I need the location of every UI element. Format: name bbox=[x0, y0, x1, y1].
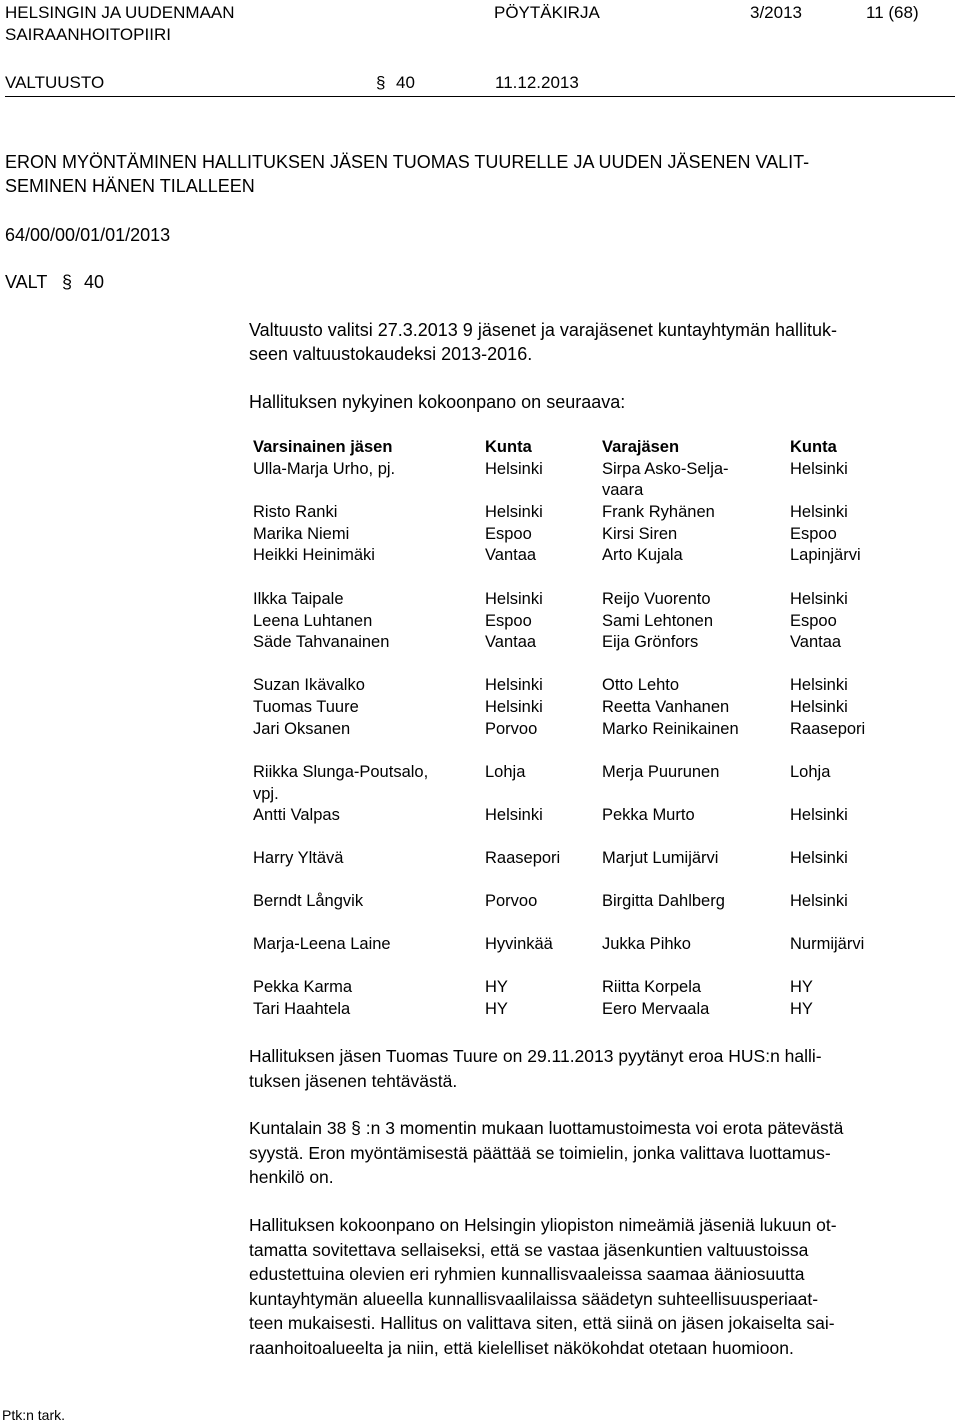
deputy-municipality: Vantaa bbox=[790, 633, 842, 651]
title-line2: SEMINEN HÄNEN TILALLEEN bbox=[5, 176, 255, 196]
text-line: edustettuina olevien eri ryhmien kunnallisvaaleissa saamaa ääniosuutta bbox=[249, 1264, 805, 1284]
text-line: teen mukaisesti. Hallitus on valittava siten, että siinä on jäsen jokaiselta sai- bbox=[249, 1313, 835, 1333]
section-number: 40 bbox=[396, 73, 415, 92]
deputy-name: Riitta Korpela bbox=[602, 978, 702, 996]
member-name: Marja-Leena Laine bbox=[253, 935, 391, 953]
deputy-name: Sami Lehtonen bbox=[602, 612, 713, 630]
member-municipality: Porvoo bbox=[485, 720, 538, 738]
intro-line1: Valtuusto valitsi 27.3.2013 9 jäsenet ja varajäsenet kuntayhtymän hallituk- bbox=[249, 320, 838, 340]
header-member: Varsinainen jäsen bbox=[253, 438, 393, 456]
body-name: VALTUUSTO bbox=[5, 73, 105, 92]
member-name: Harry Yltävä bbox=[253, 849, 344, 867]
member-name: Tuomas Tuure bbox=[253, 698, 359, 716]
member-municipality: Porvoo bbox=[485, 892, 538, 910]
deputy-name: Merja Puurunen bbox=[602, 763, 720, 781]
member-name: Antti Valpas bbox=[253, 806, 340, 824]
section-ref-label: VALT bbox=[5, 272, 48, 292]
deputy-municipality: Helsinki bbox=[790, 806, 848, 824]
text-line: kuntayhtymän alueella kunnallisvaalilaissa säädetyn suhteellisuusperiaat- bbox=[249, 1288, 819, 1309]
member-name: Ulla-Marja Urho, pj. bbox=[253, 460, 396, 478]
member-municipality: Helsinki bbox=[485, 460, 543, 478]
header-deputy-municipality: Kunta bbox=[790, 438, 837, 456]
footer-checker-note: Ptk:n tark. bbox=[2, 1407, 66, 1423]
header-deputy: Varajäsen bbox=[602, 438, 680, 456]
deputy-name: Reijo Vuorento bbox=[602, 590, 711, 608]
member-name: Ilkka Taipale bbox=[253, 590, 344, 608]
deputy-name: Frank Ryhänen bbox=[602, 503, 715, 521]
title-line1: ERON MYÖNTÄMINEN HALLITUKSEN JÄSEN TUOMAS TUURELLE JA UUDEN JÄSENEN VALIT- bbox=[5, 152, 810, 172]
member-municipality: Helsinki bbox=[485, 503, 543, 521]
section-ref-number: 40 bbox=[84, 272, 105, 292]
deputy-municipality: HY bbox=[790, 978, 813, 996]
text-line: Kuntalain 38 § :n 3 momentin mukaan luottamustoimesta voi erota pätevästä bbox=[249, 1118, 844, 1138]
member-municipality: Lohja bbox=[485, 763, 526, 781]
meeting-date: 11.12.2013 bbox=[495, 73, 579, 92]
deputy-municipality: Helsinki bbox=[790, 503, 848, 521]
member-name: Berndt Långvik bbox=[253, 892, 364, 910]
member-name: Leena Luhtanen bbox=[253, 612, 373, 630]
page-number: 11 (68) bbox=[866, 3, 919, 22]
text-line: syystä. Eron myöntämisestä päättää se toimielin, jonka valittava luottamus- bbox=[249, 1142, 831, 1163]
member-municipality: Helsinki bbox=[485, 676, 543, 694]
member-municipality: Hyvinkää bbox=[485, 935, 553, 953]
deputy-municipality: Lapinjärvi bbox=[790, 546, 861, 564]
member-name: Suzan Ikävalko bbox=[253, 676, 365, 694]
deputy-name: Reetta Vanhanen bbox=[602, 698, 730, 716]
text-line: tuksen jäsenen tehtävästä. bbox=[249, 1070, 458, 1091]
deputy-municipality: HY bbox=[790, 1000, 813, 1018]
text-line: henkilö on. bbox=[249, 1167, 334, 1187]
member-name: Säde Tahvanainen bbox=[253, 633, 390, 651]
deputy-name: Arto Kujala bbox=[602, 546, 683, 564]
member-municipality: Espoo bbox=[485, 525, 532, 543]
deputy-name: Sirpa Asko-Selja- bbox=[602, 460, 729, 478]
deputy-municipality: Helsinki bbox=[790, 676, 848, 694]
member-municipality: HY bbox=[485, 978, 508, 996]
text-line: tamatta sovitettava sellaiseksi, että se vastaa jäsenkuntien valtuustoissa bbox=[249, 1239, 809, 1260]
member-municipality: Vantaa bbox=[485, 546, 537, 564]
member-name: Riikka Slunga-Poutsalo, bbox=[253, 763, 429, 781]
text-line: raanhoitoalueelta ja niin, että kielelliset näkökohdat otetaan huomioon. bbox=[249, 1337, 794, 1358]
member-municipality: Espoo bbox=[485, 612, 532, 630]
member-municipality: Helsinki bbox=[485, 698, 543, 716]
deputy-name: Eero Mervaala bbox=[602, 1000, 710, 1018]
text-line: Hallituksen jäsen Tuomas Tuure on 29.11.2013 pyytänyt eroa HUS:n halli- bbox=[249, 1046, 822, 1066]
section-sign: § bbox=[376, 73, 386, 92]
member-name: Pekka Karma bbox=[253, 978, 353, 996]
deputy-name: Otto Lehto bbox=[602, 676, 680, 694]
municipal-act-paragraph bbox=[249, 1116, 954, 1190]
deputy-name: vaara bbox=[602, 481, 644, 499]
composition-heading: Hallituksen nykyinen kokoonpano on seuraava: bbox=[249, 392, 626, 412]
deputy-name: Jukka Pihko bbox=[602, 935, 691, 953]
member-municipality: Helsinki bbox=[485, 806, 543, 824]
deputy-name: Pekka Murto bbox=[602, 806, 695, 824]
document-type: PÖYTÄKIRJA bbox=[494, 3, 600, 22]
member-name: Jari Oksanen bbox=[253, 720, 351, 738]
member-name: Heikki Heinimäki bbox=[253, 546, 375, 564]
member-municipality: Vantaa bbox=[485, 633, 537, 651]
deputy-name: Marko Reinikainen bbox=[602, 720, 739, 738]
deputy-municipality: Helsinki bbox=[790, 590, 848, 608]
member-name: Tari Haahtela bbox=[253, 1000, 351, 1018]
member-municipality: Raasepori bbox=[485, 849, 561, 867]
deputy-name: Eija Grönfors bbox=[602, 633, 699, 651]
header-rule bbox=[5, 96, 955, 97]
deputy-municipality: Espoo bbox=[790, 525, 837, 543]
member-name: vpj. bbox=[253, 785, 279, 803]
member-name: Marika Niemi bbox=[253, 525, 350, 543]
section-ref-sign: § bbox=[62, 272, 73, 292]
organization-name-line2: SAIRAANHOITOPIIRI bbox=[5, 25, 171, 44]
deputy-municipality: Helsinki bbox=[790, 849, 848, 867]
deputy-name: Birgitta Dahlberg bbox=[602, 892, 725, 910]
document-number: 3/2013 bbox=[750, 3, 802, 22]
text-line: Hallituksen kokoonpano on Helsingin yliopiston nimeämiä jäseniä lukuun ot- bbox=[249, 1215, 837, 1235]
deputy-municipality: Espoo bbox=[790, 612, 837, 630]
deputy-municipality: Raasepori bbox=[790, 720, 866, 738]
deputy-name: Kirsi Siren bbox=[602, 525, 678, 543]
composition-paragraph bbox=[249, 1213, 954, 1360]
member-municipality: Helsinki bbox=[485, 590, 543, 608]
organization-name-line1: HELSINGIN JA UUDENMAAN bbox=[5, 3, 235, 22]
resignation-paragraph bbox=[249, 1044, 954, 1093]
deputy-name: Marjut Lumijärvi bbox=[602, 849, 719, 867]
deputy-municipality: Nurmijärvi bbox=[790, 935, 865, 953]
intro-line2: seen valtuustokaudeksi 2013-2016. bbox=[249, 344, 533, 364]
member-municipality: HY bbox=[485, 1000, 508, 1018]
header-municipality: Kunta bbox=[485, 438, 532, 456]
reference-number: 64/00/00/01/01/2013 bbox=[5, 225, 171, 245]
deputy-municipality: Helsinki bbox=[790, 892, 848, 910]
deputy-municipality: Lohja bbox=[790, 763, 831, 781]
member-name: Risto Ranki bbox=[253, 503, 338, 521]
deputy-municipality: Helsinki bbox=[790, 698, 848, 716]
deputy-municipality: Helsinki bbox=[790, 460, 848, 478]
